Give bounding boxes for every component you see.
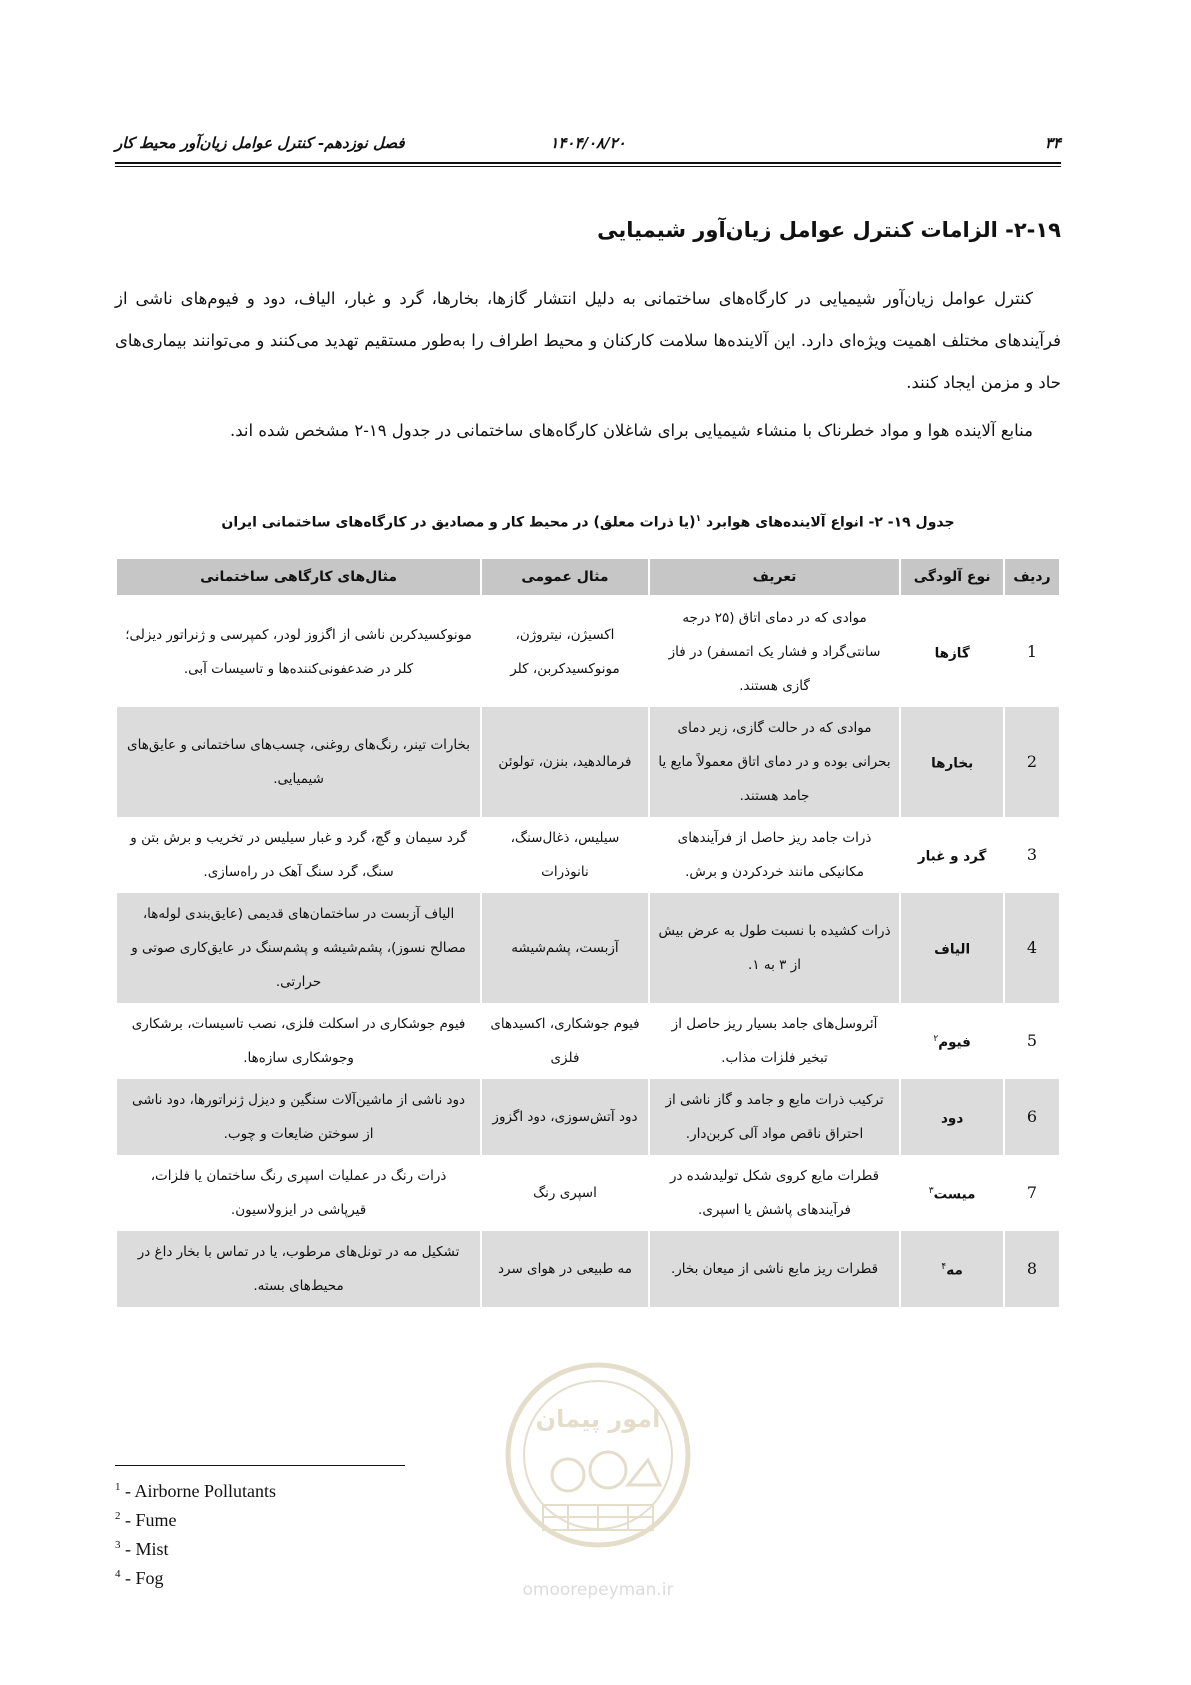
table-row [116, 817, 1060, 893]
general-example-cell: فرمالدهید، بنزن، تولوئن [481, 707, 649, 817]
mountain-icon [628, 1460, 660, 1485]
general-example-cell: فیوم جوشکاری، اکسیدهای فلزی [481, 1003, 649, 1079]
row-number: 4 [1004, 893, 1060, 1003]
header-pollution-type: نوع آلودگی [900, 558, 1004, 596]
table-caption-end: (یا ذرات معلق) در محیط کار و مصادیق در کارگاه‌های ساختمانی ایران [221, 514, 696, 531]
site-example-cell: فیوم جوشکاری در اسکلت فلزی، نصب تاسیسات، برشکاری وجوشکاری سازه‌ها. [116, 1003, 481, 1079]
table-row [116, 1231, 1060, 1307]
table-caption-start: جدول ۱۹- ۲- انواع آلاینده‌های هوابرد [705, 514, 955, 531]
site-example-cell: بخارات تینر، رنگ‌های روغنی، چسب‌های ساختمانی و عایق‌های شیمیایی. [116, 707, 481, 817]
table-row [116, 893, 1060, 1003]
pollutants-table [115, 557, 1061, 1307]
gear-icon [552, 1459, 584, 1491]
header-date: ۱۴۰۴/۰۸/۲۰ [550, 134, 626, 152]
footnote-rule [115, 1465, 405, 1466]
site-example-cell: مونوکسیدکربن ناشی از اگزوز لودر، کمپرسی و ژنراتور دیزلی؛ کلر در ضدعفونی‌کننده‌ها و تاسیسات آبی. [116, 596, 481, 707]
table-row [116, 1079, 1060, 1155]
general-example-cell: اکسیژن، نیتروژن، مونوکسیدکربن، کلر [481, 596, 649, 707]
gear-icon [590, 1452, 626, 1488]
footnote: $^4$ - Fog [115, 1568, 164, 1588]
header-definition: تعریف [649, 558, 900, 596]
pollution-type: دود [900, 1079, 1004, 1155]
header-site-examples: مثال‌های کارگاهی ساختمانی [116, 558, 481, 596]
table-row [116, 596, 1060, 707]
section-title: ۲-۱۹- الزامات کنترل عوامل زیان‌آور شیمیایی [597, 218, 1061, 242]
definition-cell: موادی که در دمای اتاق (۲۵ درجه سانتی‌گراد و فشار یک اتمسفر) در فاز گازی هستند. [649, 596, 900, 707]
pollution-type: مه$^۴$ [900, 1231, 1004, 1307]
definition-cell: ترکیب ذرات مایع و جامد و گاز ناشی از احتراق ناقص مواد آلی کربن‌دار. [649, 1079, 900, 1155]
footnotes [115, 1475, 276, 1591]
pollution-type: بخارها [900, 707, 1004, 817]
table-row [116, 1155, 1060, 1231]
definition-cell: ذرات کشیده با نسبت طول به عرض بیش از ۳ به ۱. [649, 893, 900, 1003]
general-example-cell: اسپری رنگ [481, 1155, 649, 1231]
general-example-cell: دود آتش‌سوزی، دود اگزوز [481, 1079, 649, 1155]
watermark-logo-text: امور پیمان [535, 1405, 661, 1433]
pollution-type: الیاف [900, 893, 1004, 1003]
footnote: $^2$ - Fume [115, 1510, 177, 1530]
definition-cell: موادی که در حالت گازی، زیر دمای بحرانی بوده و در دمای اتاق معمولاً مایع یا جامد هستند. [649, 707, 900, 817]
row-number: 5 [1004, 1003, 1060, 1079]
pollution-type: گازها [900, 596, 1004, 707]
definition-cell: آئروسل‌های جامد بسیار ریز حاصل از تبخیر فلزات مذاب. [649, 1003, 900, 1079]
row-number: 8 [1004, 1231, 1060, 1307]
pollution-type: میست$^۳$ [900, 1155, 1004, 1231]
table-header-row [116, 558, 1060, 596]
site-example-cell: الیاف آزبست در ساختمان‌های قدیمی (عایق‌بندی لوله‌ها، مصالح نسوز)، پشم‌شیشه و پشم‌سنگ در عایق‌کاری صوتی و حرارتی. [116, 893, 481, 1003]
pollution-type: فیوم$^۲$ [900, 1003, 1004, 1079]
intro-paragraph: کنترل عوامل زیان‌آور شیمیایی در کارگاه‌های ساختمانی به دلیل انتشار گازها، بخارها، گرد و غبار، الیاف، دود و فیوم‌های ناشی از فرآیندهای مختلف اهمیت ویژه‌ای دارد. این آلاینده‌ها سلامت کارکنان و محیط اطراف را به‌طور مستقیم تهدید می‌کنند و می‌توانند بیماری‌های حاد و مزمن ایجاد کنند. [115, 289, 1061, 392]
general-example-cell: آزبست، پشم‌شیشه [481, 893, 649, 1003]
definition-cell: ذرات جامد ریز حاصل از فرآیندهای مکانیکی مانند خردکردن و برش. [649, 817, 900, 893]
general-example-cell: مه طبیعی در هوای سرد [481, 1231, 649, 1307]
row-number: 6 [1004, 1079, 1060, 1155]
page-header [115, 128, 1061, 162]
table-reference-paragraph: منابع آلاینده هوا و مواد خطرناک با منشاء شیمیایی برای شاغلان کارگاه‌های ساختمانی در جدول ۱۹-۲ مشخص شده اند. [230, 421, 1033, 440]
row-number: 3 [1004, 817, 1060, 893]
footnote: $^3$ - Mist [115, 1539, 169, 1559]
header-row-number: ردیف [1004, 558, 1060, 596]
site-example-cell: تشکیل مه در تونل‌های مرطوب، یا در تماس با بخار داغ در محیط‌های بسته. [116, 1231, 481, 1307]
definition-cell: قطرات ریز مایع ناشی از میعان بخار. [649, 1231, 900, 1307]
site-example-cell: ذرات رنگ در عملیات اسپری رنگ ساختمان یا فلزات، قیرپاشی در ایزولاسیون. [116, 1155, 481, 1231]
site-example-cell: دود ناشی از ماشین‌آلات سنگین و دیزل ژنراتورها، دود ناشی از سوختن ضایعات و چوب. [116, 1079, 481, 1155]
grid-icon [543, 1505, 653, 1530]
chapter-title: فصل نوزدهم- کنترل عوامل زیان‌آور محیط کار [115, 134, 405, 152]
watermark-url: omoorepeyman.ir [522, 1580, 674, 1600]
table-caption [115, 514, 1061, 531]
page-number: ۳۴ [1044, 134, 1061, 152]
header-rule [115, 162, 1061, 167]
row-number: 1 [1004, 596, 1060, 707]
table-caption-footnote-ref: ۱ [695, 514, 702, 524]
table-row [116, 707, 1060, 817]
footnote: $^1$ - Airborne Pollutants [115, 1481, 276, 1501]
general-example-cell: سیلیس، ذغال‌سنگ، نانوذرات [481, 817, 649, 893]
row-number: 7 [1004, 1155, 1060, 1231]
site-example-cell: گرد سیمان و گچ، گرد و غبار سیلیس در تخریب و برش بتن و سنگ، گرد سنگ آهک در راه‌سازی. [116, 817, 481, 893]
header-general-example: مثال عمومی [481, 558, 649, 596]
watermark-logo [498, 1355, 698, 1615]
definition-cell: قطرات مایع کروی شکل تولیدشده در فرآیندهای پاشش یا اسپری. [649, 1155, 900, 1231]
pollution-type: گرد و غبار [900, 817, 1004, 893]
table-row [116, 1003, 1060, 1079]
row-number: 2 [1004, 707, 1060, 817]
